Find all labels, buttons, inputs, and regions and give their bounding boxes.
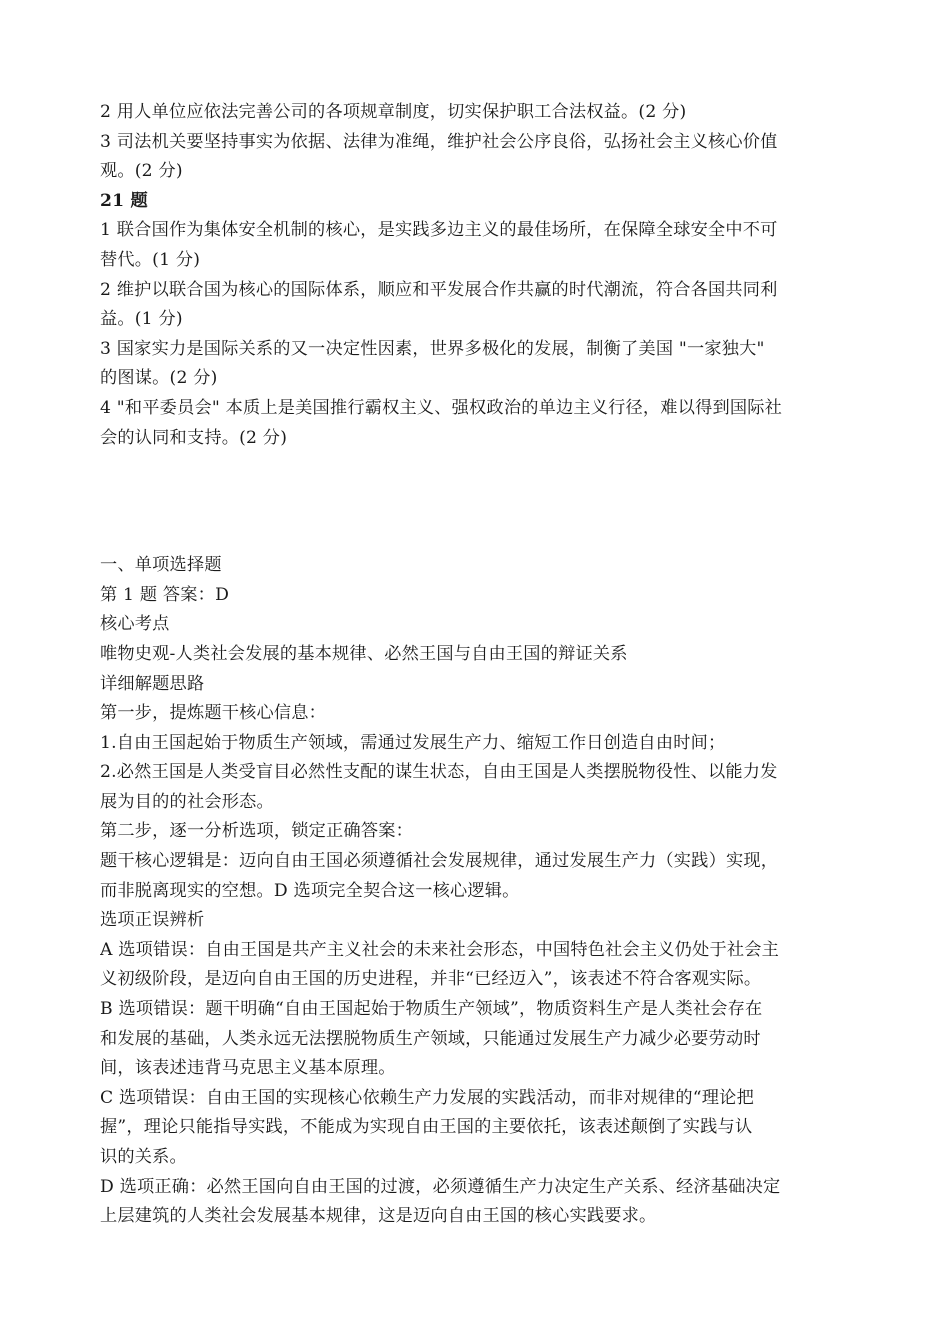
option-b-line: B 选项错误：题干明确“自由王国起始于物质生产领域”，物质资料生产是人类社会存在 xyxy=(100,999,763,1020)
single-choice-section xyxy=(100,551,852,1232)
answer-line: 观。(2 分) xyxy=(100,161,183,182)
option-d-line: D 选项正确：必然王国向自由王国的过渡，必须遵循生产力决定生产关系、经济基础决定 xyxy=(100,1176,781,1197)
subheading-option-analysis: 选项正误辨析 xyxy=(100,910,205,931)
paragraph-line: 2.必然王国是人类受盲目必然性支配的谋生状态，自由王国是人类摆脱物役性、以能力发 xyxy=(100,762,778,783)
question-21-heading: 21 题 xyxy=(100,190,148,211)
answer-line: 4 "和平委员会" 本质上是美国推行霸权主义、强权政治的单边主义行径，难以得到国际社 xyxy=(100,397,783,418)
paragraph-line: 1.自由王国起始于物质生产领域，需通过发展生产力、缩短工作日创造自由时间； xyxy=(100,732,726,753)
answer-line: 2 用人单位应依法完善公司的各项规章制度，切实保护职工合法权益。(2 分) xyxy=(100,102,687,122)
subheading-core-point: 核心考点 xyxy=(100,614,170,635)
option-b-line: 间，该表述违背马克思主义基本原理。 xyxy=(100,1058,396,1079)
paragraph-line: 唯物史观-人类社会发展的基本规律、必然王国与自由王国的辩证关系 xyxy=(100,643,628,664)
option-c-line: C 选项错误：自由王国的实现核心依赖生产力发展的实践活动，而非对规律的“理论把 xyxy=(100,1087,754,1108)
answer-line: 替代。(1 分) xyxy=(100,249,201,270)
option-b-line: 和发展的基础，人类永远无法摆脱物质生产领域，只能通过发展生产力减少必要劳动时 xyxy=(100,1028,761,1049)
answer-section-continued xyxy=(100,98,852,187)
paragraph-line: 第一步，提炼题干核心信息： xyxy=(100,703,327,724)
document-page xyxy=(100,98,852,1232)
option-d-line: 上层建筑的人类社会发展基本规律，这是迈向自由王国的核心实践要求。 xyxy=(100,1206,657,1227)
answer-line: 2 维护以联合国为核心的国际体系，顺应和平发展合作共赢的时代潮流，符合各国共同利 xyxy=(100,279,778,300)
paragraph-line: 题干核心逻辑是：迈向自由王国必须遵循社会发展规律，通过发展生产力（实践）实现， xyxy=(100,851,779,872)
option-a-line: A 选项错误：自由王国是共产主义社会的未来社会形态，中国特色社会主义仍处于社会主 xyxy=(100,939,780,960)
option-c-line: 识的关系。 xyxy=(100,1147,187,1167)
question-answer: 第 1 题 答案：D xyxy=(100,584,230,605)
answer-line: 的图谋。(2 分) xyxy=(100,368,218,389)
answer-line: 3 国家实力是国际关系的又一决定性因素，世界多极化的发展，制衡了美国 "一家独大" xyxy=(100,338,765,359)
subheading-solution: 详细解题思路 xyxy=(100,673,205,694)
section-heading: 一、单项选择题 xyxy=(100,555,222,576)
answer-line: 益。(1 分) xyxy=(100,309,183,330)
option-c-line: 握”，理论只能指导实践，不能成为实现自由王国的主要依托，该表述颠倒了实践与认 xyxy=(100,1117,753,1138)
answer-line: 会的认同和支持。(2 分) xyxy=(100,427,288,448)
answer-line: 1 联合国作为集体安全机制的核心，是实践多边主义的最佳场所，在保障全球安全中不可 xyxy=(100,220,778,241)
section-spacer xyxy=(100,453,852,551)
option-a-line: 义初级阶段，是迈向自由王国的历史进程，并非“已经迈入”，该表述不符合客观实际。 xyxy=(100,969,762,990)
question-21-section xyxy=(100,187,852,453)
paragraph-line: 第二步，逐一分析选项，锁定正确答案： xyxy=(100,821,413,842)
answer-line: 3 司法机关要坚持事实为依据、法律为准绳，维护社会公序良俗，弘扬社会主义核心价值 xyxy=(100,131,778,152)
paragraph-line: 而非脱离现实的空想。D 选项完全契合这一核心逻辑。 xyxy=(100,880,520,901)
paragraph-line: 展为目的的社会形态。 xyxy=(100,791,274,812)
